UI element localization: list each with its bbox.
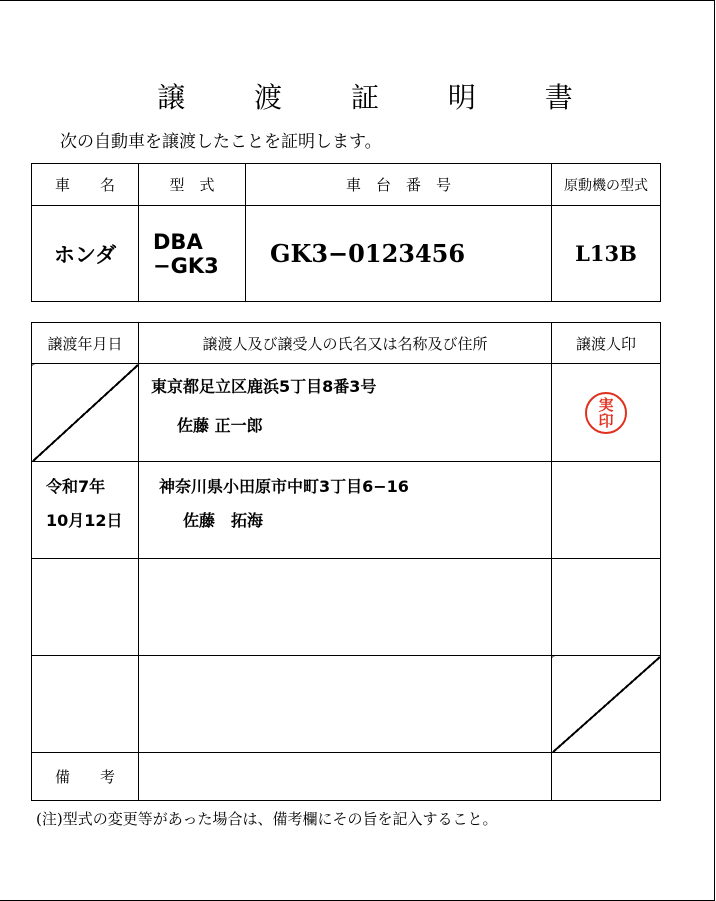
transferor-address: 東京都足立区鹿浜5丁目8番3号	[151, 377, 377, 396]
transferee-address: 神奈川県小田原市中町3丁目6−16	[159, 477, 409, 496]
transfer-date-line1: 令和7年	[46, 477, 106, 496]
header-model: 型 式	[139, 164, 246, 206]
chassis-number-value: GK3−0123456	[270, 239, 466, 268]
transferor-name: 佐藤 正一郎	[177, 416, 263, 435]
transfer-date-cell	[32, 462, 139, 559]
transfer-date-line2: 10月12日	[46, 511, 123, 530]
date-cell-crossed	[32, 364, 139, 462]
empty-date-cell	[32, 656, 139, 753]
model-cell	[139, 206, 246, 302]
transfer-table	[31, 322, 661, 801]
seal-cell-crossed	[552, 656, 661, 753]
empty-date-cell	[32, 559, 139, 656]
header-transfer-date: 譲渡年月日	[32, 323, 139, 364]
seal-char-1: 実	[598, 395, 614, 414]
registered-seal-stamp	[585, 392, 627, 434]
chassis-number-cell	[246, 206, 552, 302]
header-car-name: 車 名	[32, 164, 139, 206]
header-parties: 譲渡人及び譲受人の氏名又は名称及び住所	[139, 323, 552, 364]
empty-seal-cell	[552, 559, 661, 656]
car-name-cell	[32, 206, 139, 302]
parties-cell-transferor	[139, 364, 552, 462]
intro-text: 次の自動車を譲渡したことを証明します。	[60, 132, 382, 152]
empty-parties-cell	[139, 559, 552, 656]
seal-cell	[552, 364, 661, 462]
remarks-label: 備 考	[32, 753, 139, 801]
parties-cell-transferee	[139, 462, 552, 559]
seal-cell-empty	[552, 462, 661, 559]
empty-parties-cell	[139, 656, 552, 753]
header-seal: 譲渡人印	[552, 323, 661, 364]
document-title: 譲 渡 証 明 書	[157, 81, 603, 114]
footnote: (注)型式の変更等があった場合は、備考欄にその旨を記入すること。	[36, 810, 498, 828]
model-value-line2: −GK3	[153, 253, 219, 278]
car-name-value: ホンダ	[53, 242, 117, 267]
engine-model-cell	[552, 206, 661, 302]
header-chassis-number: 車 台 番 号	[246, 164, 552, 206]
header-engine-model: 原動機の型式	[552, 164, 661, 206]
seal-char-2: 印	[598, 411, 614, 430]
model-value-line1: DBA	[153, 229, 203, 254]
transferee-name: 佐藤 拓海	[183, 511, 264, 530]
remarks-extra-cell	[552, 753, 661, 801]
vehicle-table	[31, 163, 661, 302]
engine-model-value: L13B	[575, 241, 637, 266]
remarks-cell	[139, 753, 552, 801]
